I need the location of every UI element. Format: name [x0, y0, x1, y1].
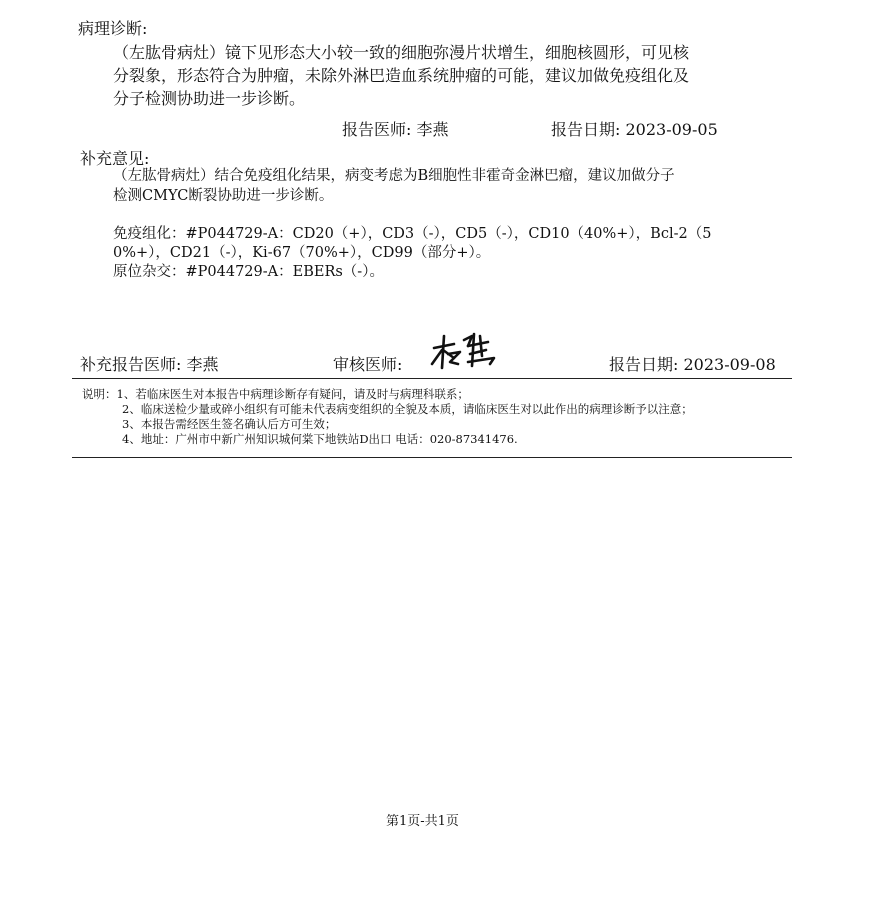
supp-report-date-value: 2023-09-08 [683, 355, 776, 374]
supplement-line-1: （左肱骨病灶）结合免疫组化结果，病变考虑为B细胞性非霍奇金淋巴瘤，建议加做分子 [113, 168, 675, 184]
note-line-1: 说明：1、若临床医生对本报告中病理诊断存有疑问，请及时与病理科联系； [82, 387, 469, 401]
ihc-line-1: 免疫组化：#P044729-A：CD20（+），CD3（-），CD5（-），CD10（40%+），Bcl-2（5 [113, 226, 712, 242]
report-date [551, 117, 718, 140]
ihc-line-2: 0%+），CD21（-），Ki-67（70%+），CD99（部分+）。 [113, 245, 491, 261]
note-line-4: 4、地址：广州市中新广州知识城何棠下地铁站D出口 电话：020-87341476. [122, 432, 518, 446]
pathology-line-3: 分子检测协助进一步诊断。 [113, 89, 306, 108]
report-date-label: 报告日期: [551, 120, 621, 139]
supp-doctor-label: 补充报告医师: [80, 355, 182, 374]
note-line-2: 2、临床送检少量或碎小组织有可能未代表病变组织的全貌及本质，请临床医生对以此作出的病理诊断予以注意； [122, 402, 693, 416]
note-line-3: 3、本报告需经医生签名确认后方可生效； [122, 417, 337, 431]
supp-report-date [609, 352, 776, 375]
supp-doctor [80, 352, 219, 375]
supplement-line-2: 检测CMYC断裂协助进一步诊断。 [113, 188, 334, 204]
supp-report-date-label: 报告日期: [609, 355, 679, 374]
report-doctor [342, 117, 449, 140]
divider-bottom [72, 457, 792, 458]
report-doctor-label: 报告医师: [342, 120, 412, 139]
supp-doctor-name: 李燕 [186, 355, 219, 374]
ish-line: 原位杂交：#P044729-A：EBERs（-）。 [113, 264, 384, 280]
pathology-heading: 病理诊断: [78, 19, 148, 38]
supplement-heading: 补充意见: [80, 149, 150, 168]
page-number: 第1页-共1页 [386, 814, 459, 829]
signature-image [428, 328, 500, 376]
pathology-line-2: 分裂象，形态符合为肿瘤，未除外淋巴造血系统肿瘤的可能，建议加做免疫组化及 [113, 66, 690, 85]
pathology-line-1: （左肱骨病灶）镜下见形态大小较一致的细胞弥漫片状增生，细胞核圆形，可见核 [113, 43, 690, 62]
divider-top [72, 378, 792, 379]
report-date-value: 2023-09-05 [625, 120, 718, 139]
review-doctor-label: 审核医师: [333, 355, 403, 374]
report-doctor-name: 李燕 [416, 120, 449, 139]
